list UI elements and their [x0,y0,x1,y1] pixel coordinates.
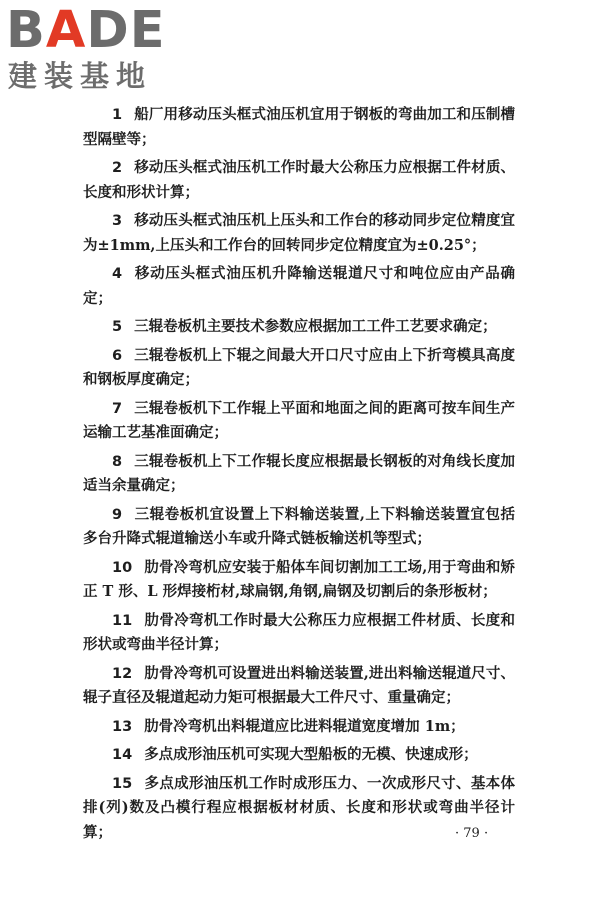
logo-letter-a-accent: A [45,1,87,60]
clause-item [83,209,515,258]
clause-item [83,715,515,740]
clause-text: 船厂用移动压头框式油压机宜用于钢板的弯曲加工和压制槽型隔壁等； [83,106,515,148]
clause-number: 8 [112,453,123,470]
clause-number: 2 [112,160,123,176]
clause-item [83,344,515,393]
clause-item [83,609,515,658]
clause-text: 移动压头框式油压机升降输送辊道尺寸和吨位应由产品确定； [83,265,515,307]
logo-letters-de: DE [86,1,166,60]
clause-number: 6 [112,347,123,364]
clause-number: 11 [112,612,133,629]
clause-text: 三辊卷板机主要技术参数应根据加工工件工艺要求确定； [134,318,497,335]
clause-number: 12 [112,665,133,682]
clause-text: 肋骨冷弯机出料辊道应比进料辊道宽度增加 1m； [144,717,465,735]
logo-subtitle: 建装基地 [8,59,153,93]
clause-number: 14 [112,747,133,763]
page-number: · 79 · [455,826,489,841]
clause-text: 肋骨冷弯机应安装于船体车间切割加工工场,用于弯曲和矫正 T 形、L 形焊接桁材,球扁钢,角钢,扁钢及切割后的条形板材； [83,558,515,600]
clause-item [83,772,515,846]
site-logo [6,1,181,94]
clause-number: 4 [112,266,123,282]
clause-text: 肋骨冷弯机工作时最大公称压力应根据工件材质、长度和形状或弯曲半径计算； [83,611,515,653]
clause-text: 移动压头框式油压机工作时最大公称压力应根据工件材质、长度和形状计算； [83,159,515,201]
clause-number: 3 [112,213,123,229]
clause-text: 三辊卷板机下工作辊上平面和地面之间的距离可按车间生产运输工艺基准面确定； [83,399,515,441]
clause-text: 多点成形油压机可实现大型船板的无模、快速成形； [144,746,478,763]
clause-number: 10 [112,559,133,576]
clause-item [83,315,515,340]
clause-item [83,503,515,552]
clause-list [83,103,515,849]
clause-item [83,262,515,311]
clause-number: 15 [112,775,133,792]
clause-item [83,103,515,152]
clause-item [83,450,515,499]
clause-number: 13 [112,718,133,735]
clause-item [83,397,515,446]
clause-text: 三辊卷板机上下工作辊长度应根据最长钢板的对角线长度加适当余量确定； [83,452,515,494]
clause-number: 1 [112,107,123,123]
logo-letter-b: B [6,1,46,60]
clause-item [83,743,515,768]
clause-text: 多点成形油压机工作时成形压力、一次成形尺寸、基本体排(列)数及凸模行程应根据板材材质、长度和形状或弯曲半径计算； [83,774,515,841]
clause-text: 三辊卷板机上下辊之间最大开口尺寸应由上下折弯模具高度和钢板厚度确定； [83,346,515,388]
clause-text: 三辊卷板机宜设置上下料输送装置,上下料输送装置宜包括多台升降式辊道输送小车或升降式链板输送机等型式； [83,505,515,547]
clause-number: 9 [112,506,123,523]
clause-number: 5 [112,319,123,335]
clause-item [83,156,515,205]
clause-text: 移动压头框式油压机上压头和工作台的移动同步定位精度宜为±1mm,上压头和工作台的回转同步定位精度宜为±0.25°； [83,212,515,254]
clause-text: 肋骨冷弯机可设置进出料输送装置,进出料输送辊道尺寸、辊子直径及辊道起动力矩可根据最大工件尺寸、重量确定； [83,664,515,706]
clause-item [83,662,515,711]
clause-number: 7 [112,400,123,417]
clause-item [83,556,515,605]
logo-wordmark [6,1,166,60]
